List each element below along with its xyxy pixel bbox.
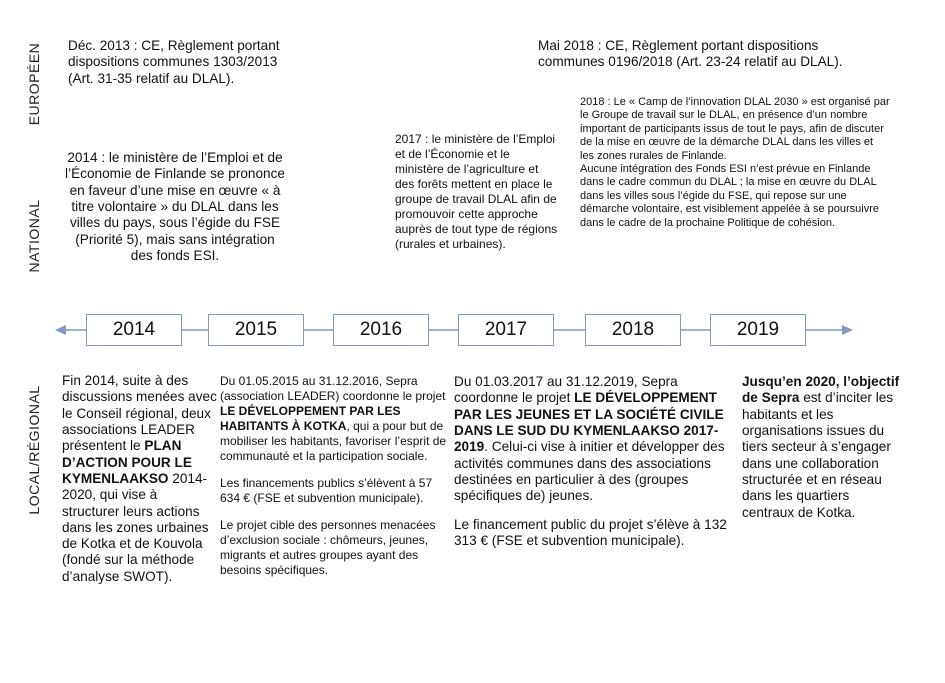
local-2017-project-title: LE DÉVELOPPEMENT PAR LES JEUNES ET LA SOCIÉTÉ CIVILE DANS LE SUD DU KYMENLAAKSO 2017-2019 — [454, 390, 724, 455]
year-box-2016: 2016 — [333, 314, 429, 346]
local-2015-text-pre: Du 01.05.2015 au 31.12.2016, Sepra (association LEADER) coordonne le projet — [220, 374, 446, 403]
local-2015 — [220, 374, 452, 578]
local-2017-paragraph-1 — [454, 374, 730, 505]
year-box-2017: 2017 — [458, 314, 554, 346]
row-label-national: NATIONAL — [26, 199, 42, 273]
timeline-arrow-left — [55, 325, 66, 335]
local-2017-paragraph-2: Le financement public du projet s’élève à 132 313 € (FSE et subvention municipale). — [454, 516, 727, 548]
year-box-2015: 2015 — [208, 314, 304, 346]
european-dec-2013: Déc. 2013 : CE, Règlement portant dispositions communes 1303/2013 (Art. 31-35 relatif au DLAL). — [68, 38, 280, 86]
local-2015-text-post: , qui a pour but de mobiliser les habitants, favoriser l’esprit de communauté et la participation sociale. — [220, 419, 447, 463]
local-2019-text-post: est d’inciter les habitants et les organisations issues du tiers secteur à s’engager dans une collaboration structurée et en réseau dans les quartiers centraux de Kotka. — [742, 390, 894, 520]
year-box-2018: 2018 — [585, 314, 681, 346]
european-mai-2018: Mai 2018 : CE, Règlement portant dispositions communes 0196/2018 (Art. 23-24 relatif au DLAL). — [538, 38, 843, 70]
local-2015-project-title: LE DÉVELOPPEMENT PAR LES HABITANTS À KOTKA — [220, 404, 401, 433]
row-label-local: LOCAL/RÉGIONAL — [26, 385, 42, 515]
local-2015-paragraph-2: Les financements publics s’élèvent à 57 634 € (FSE et subvention municipale). — [220, 476, 433, 505]
local-2014 — [62, 373, 218, 585]
national-2014: 2014 : le ministère de l’Emploi et de l’Économie de Finlande se prononce en faveur d’une mise en œuvre « à titre volontaire » du DLAL dans les villes du pays, sous l’égide du FSE (Priorité 5), mais sans intégration des fonds ESI. — [65, 150, 285, 263]
local-2014-text-pre: Fin 2014, suite à des discussions menées avec le Conseil régional, deux associations LEADER présentent le — [62, 373, 217, 454]
timeline-arrow-right — [842, 325, 853, 335]
local-2015-paragraph-3: Le projet cible des personnes menacées d’exclusion sociale : chômeurs, jeunes, migrants et autres groupes ayant des besoins spécifiques. — [220, 518, 436, 577]
national-2018-paragraph-1: 2018 : Le « Camp de l’innovation DLAL 2030 » est organisé par le Groupe de travail sur le DLAL, en présence d’un nombre important de participants issus de tout le pays, afin de discuter de la mise en œuvre de la démarche DLAL dans les villes et les zones rurales de Finlande. — [580, 96, 890, 162]
local-2019 — [742, 374, 904, 521]
national-2018-paragraph-2: Aucune intégration des Fonds ESI n’est prévue en Finlande dans le cadre commun du DLAL ; la mise en œuvre du DLAL dans les villes sous l’égide du FSE, qui repose sur une démarche volontaire, est visiblement appelée à se poursuivre dans le cadre de la prochaine Politique de cohésion. — [580, 163, 879, 229]
local-2017-text-pre: Du 01.03.2017 au 31.12.2019, Sepra coordonne le projet — [454, 374, 678, 406]
local-2017-text-post: . Celui-ci vise à initier et développer des activités communes dans des associations destinées en particulier à des (groupes spécifiques de) jeunes. — [454, 439, 725, 504]
year-box-2019: 2019 — [710, 314, 806, 346]
local-2015-paragraph-1 — [220, 374, 452, 464]
row-label-european: EUROPÉEN — [26, 42, 42, 126]
local-2014-plan-title: PLAN D’ACTION POUR LE KYMENLAAKSO — [62, 438, 192, 486]
year-box-2014: 2014 — [86, 314, 182, 346]
national-2017: 2017 : le ministère de l’Emploi et de l’Économie et le ministère de l’agriculture et des forêts mettent en place le groupe de travail DLAL afin de promouvoir cette approche auprès de tout type de régions (rurales et urbaines). — [395, 132, 558, 251]
local-2019-objective-title: Jusqu’en 2020, l’objectif de Sepra — [742, 374, 900, 406]
local-2014-text-post: 2014-2020, qui vise à structurer leurs actions dans les zones urbaines de Kotka et de Kouvola (fondé sur la méthode d’analyse SWOT). — [62, 470, 209, 584]
local-2017 — [454, 374, 730, 549]
